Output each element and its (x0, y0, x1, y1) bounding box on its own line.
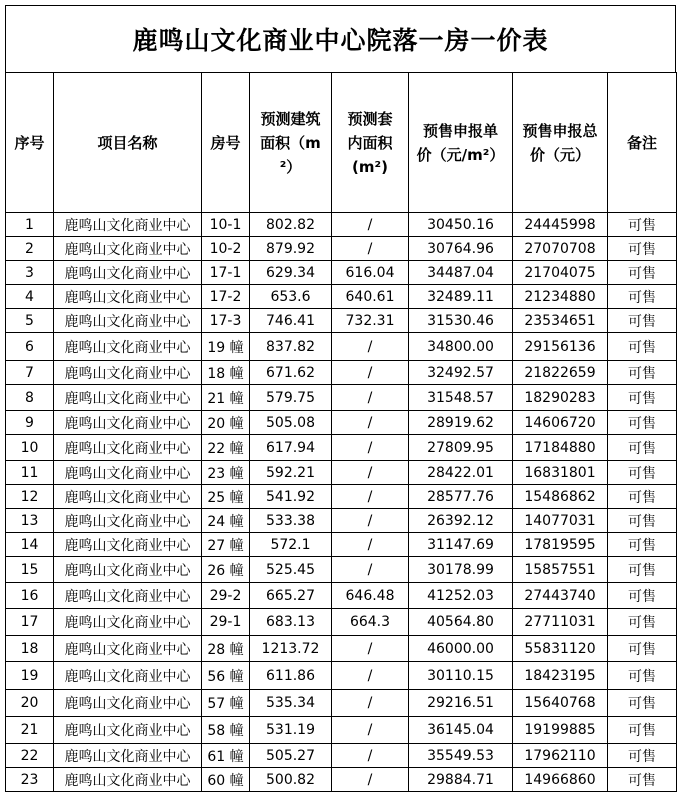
cell-room-number: 17-3 (202, 309, 250, 333)
cell-room-number: 27 幢 (202, 533, 250, 557)
cell-seq: 11 (6, 461, 54, 485)
header-unit-price-line2: 价（元/m²） (416, 145, 505, 164)
cell-note: 可售 (608, 533, 677, 557)
table-row (6, 261, 677, 285)
cell-inner-area: / (332, 662, 409, 690)
cell-total-price: 15857551 (513, 557, 608, 583)
cell-building-area: 837.82 (250, 333, 332, 361)
cell-building-area: 531.19 (250, 717, 332, 744)
cell-inner-area: 646.48 (332, 583, 409, 609)
cell-unit-price: 29884.71 (409, 768, 513, 792)
cell-inner-area: / (332, 509, 409, 533)
cell-total-price: 17962110 (513, 744, 608, 768)
cell-project-name: 鹿鸣山文化商业中心 (54, 485, 202, 509)
cell-inner-area: / (332, 636, 409, 662)
cell-building-area: 617.94 (250, 435, 332, 461)
cell-project-name: 鹿鸣山文化商业中心 (54, 237, 202, 261)
cell-inner-area: / (332, 435, 409, 461)
table-row (6, 237, 677, 261)
table-row (6, 435, 677, 461)
table-row (6, 609, 677, 636)
cell-inner-area: / (332, 361, 409, 385)
table-row (6, 385, 677, 411)
cell-building-area: 746.41 (250, 309, 332, 333)
cell-unit-price: 32489.11 (409, 285, 513, 309)
cell-room-number: 29-1 (202, 609, 250, 636)
table-row (6, 213, 677, 237)
cell-building-area: 533.38 (250, 509, 332, 533)
cell-seq: 1 (6, 213, 54, 237)
cell-unit-price: 31530.46 (409, 309, 513, 333)
table-row (6, 557, 677, 583)
cell-total-price: 24445998 (513, 213, 608, 237)
cell-building-area: 525.45 (250, 557, 332, 583)
cell-inner-area: / (332, 237, 409, 261)
cell-room-number: 10-1 (202, 213, 250, 237)
cell-project-name: 鹿鸣山文化商业中心 (54, 717, 202, 744)
table-row (6, 744, 677, 768)
cell-total-price: 14606720 (513, 411, 608, 435)
cell-total-price: 18423195 (513, 662, 608, 690)
cell-seq: 5 (6, 309, 54, 333)
cell-unit-price: 34487.04 (409, 261, 513, 285)
cell-project-name: 鹿鸣山文化商业中心 (54, 309, 202, 333)
cell-building-area: 579.75 (250, 385, 332, 411)
header-total-price (513, 73, 608, 213)
cell-note: 可售 (608, 557, 677, 583)
cell-unit-price: 31147.69 (409, 533, 513, 557)
header-seq: 序号 (6, 73, 54, 213)
cell-inner-area: / (332, 485, 409, 509)
table-header-row (6, 73, 677, 213)
cell-project-name: 鹿鸣山文化商业中心 (54, 609, 202, 636)
cell-unit-price: 35549.53 (409, 744, 513, 768)
cell-building-area: 541.92 (250, 485, 332, 509)
cell-seq: 10 (6, 435, 54, 461)
cell-unit-price: 30110.15 (409, 662, 513, 690)
cell-seq: 17 (6, 609, 54, 636)
header-unit-price (409, 73, 513, 213)
cell-seq: 15 (6, 557, 54, 583)
cell-project-name: 鹿鸣山文化商业中心 (54, 333, 202, 361)
cell-total-price: 23534651 (513, 309, 608, 333)
cell-note: 可售 (608, 261, 677, 285)
cell-note: 可售 (608, 609, 677, 636)
cell-room-number: 58 幢 (202, 717, 250, 744)
cell-room-number: 22 幢 (202, 435, 250, 461)
cell-room-number: 24 幢 (202, 509, 250, 533)
cell-building-area: 879.92 (250, 237, 332, 261)
cell-project-name: 鹿鸣山文化商业中心 (54, 533, 202, 557)
cell-note: 可售 (608, 285, 677, 309)
cell-seq: 23 (6, 768, 54, 792)
cell-project-name: 鹿鸣山文化商业中心 (54, 768, 202, 792)
cell-project-name: 鹿鸣山文化商业中心 (54, 435, 202, 461)
cell-inner-area: 664.3 (332, 609, 409, 636)
header-inner-area (332, 73, 409, 213)
cell-note: 可售 (608, 461, 677, 485)
header-inner-area-line1: 预测套 (347, 109, 393, 128)
page-title: 鹿鸣山文化商业中心院落一房一价表 (5, 5, 676, 73)
cell-total-price: 27443740 (513, 583, 608, 609)
cell-inner-area: / (332, 411, 409, 435)
cell-unit-price: 30450.16 (409, 213, 513, 237)
cell-project-name: 鹿鸣山文化商业中心 (54, 744, 202, 768)
cell-total-price: 27070708 (513, 237, 608, 261)
cell-total-price: 17184880 (513, 435, 608, 461)
table-row (6, 285, 677, 309)
cell-seq: 8 (6, 385, 54, 411)
cell-room-number: 17-2 (202, 285, 250, 309)
header-building-area-line3: ²） (279, 157, 302, 176)
cell-seq: 16 (6, 583, 54, 609)
table-row (6, 583, 677, 609)
cell-room-number: 61 幢 (202, 744, 250, 768)
cell-building-area: 572.1 (250, 533, 332, 557)
cell-inner-area: / (332, 744, 409, 768)
cell-total-price: 55831120 (513, 636, 608, 662)
cell-inner-area: / (332, 717, 409, 744)
cell-inner-area: / (332, 768, 409, 792)
cell-room-number: 18 幢 (202, 361, 250, 385)
cell-building-area: 653.6 (250, 285, 332, 309)
table-row (6, 662, 677, 690)
cell-unit-price: 32492.57 (409, 361, 513, 385)
cell-note: 可售 (608, 485, 677, 509)
table-row (6, 411, 677, 435)
cell-project-name: 鹿鸣山文化商业中心 (54, 285, 202, 309)
cell-building-area: 505.27 (250, 744, 332, 768)
cell-total-price: 15640768 (513, 690, 608, 717)
cell-building-area: 671.62 (250, 361, 332, 385)
table-row (6, 690, 677, 717)
cell-project-name: 鹿鸣山文化商业中心 (54, 557, 202, 583)
table-row (6, 717, 677, 744)
cell-inner-area: 640.61 (332, 285, 409, 309)
cell-project-name: 鹿鸣山文化商业中心 (54, 636, 202, 662)
header-building-area (250, 73, 332, 213)
table-row (6, 361, 677, 385)
cell-seq: 6 (6, 333, 54, 361)
cell-room-number: 56 幢 (202, 662, 250, 690)
cell-total-price: 18290283 (513, 385, 608, 411)
cell-note: 可售 (608, 662, 677, 690)
table-row (6, 461, 677, 485)
cell-project-name: 鹿鸣山文化商业中心 (54, 583, 202, 609)
cell-unit-price: 30764.96 (409, 237, 513, 261)
cell-total-price: 29156136 (513, 333, 608, 361)
cell-unit-price: 30178.99 (409, 557, 513, 583)
header-room-number: 房号 (202, 73, 250, 213)
cell-note: 可售 (608, 690, 677, 717)
cell-note: 可售 (608, 435, 677, 461)
table-row (6, 485, 677, 509)
cell-project-name: 鹿鸣山文化商业中心 (54, 261, 202, 285)
header-total-price-line2: 价（元） (529, 145, 590, 164)
cell-note: 可售 (608, 744, 677, 768)
cell-inner-area: / (332, 333, 409, 361)
cell-total-price: 14966860 (513, 768, 608, 792)
cell-note: 可售 (608, 309, 677, 333)
cell-note: 可售 (608, 411, 677, 435)
header-note: 备注 (608, 73, 677, 213)
header-unit-price-line1: 预售申报单 (422, 121, 498, 140)
cell-inner-area: / (332, 213, 409, 237)
cell-total-price: 21234880 (513, 285, 608, 309)
cell-unit-price: 28422.01 (409, 461, 513, 485)
cell-total-price: 14077031 (513, 509, 608, 533)
cell-total-price: 17819595 (513, 533, 608, 557)
cell-project-name: 鹿鸣山文化商业中心 (54, 411, 202, 435)
cell-building-area: 683.13 (250, 609, 332, 636)
cell-project-name: 鹿鸣山文化商业中心 (54, 509, 202, 533)
cell-building-area: 500.82 (250, 768, 332, 792)
cell-unit-price: 28577.76 (409, 485, 513, 509)
cell-unit-price: 27809.95 (409, 435, 513, 461)
cell-room-number: 60 幢 (202, 768, 250, 792)
cell-note: 可售 (608, 768, 677, 792)
cell-room-number: 57 幢 (202, 690, 250, 717)
cell-inner-area: / (332, 557, 409, 583)
cell-building-area: 535.34 (250, 690, 332, 717)
cell-building-area: 629.34 (250, 261, 332, 285)
table-row (6, 636, 677, 662)
cell-seq: 18 (6, 636, 54, 662)
price-table (5, 72, 677, 792)
table-body (6, 213, 677, 792)
cell-total-price: 21822659 (513, 361, 608, 385)
cell-unit-price: 40564.80 (409, 609, 513, 636)
table-row (6, 533, 677, 557)
cell-inner-area: / (332, 690, 409, 717)
cell-note: 可售 (608, 361, 677, 385)
cell-unit-price: 46000.00 (409, 636, 513, 662)
cell-building-area: 611.86 (250, 662, 332, 690)
cell-project-name: 鹿鸣山文化商业中心 (54, 213, 202, 237)
cell-unit-price: 26392.12 (409, 509, 513, 533)
table-row (6, 309, 677, 333)
cell-building-area: 802.82 (250, 213, 332, 237)
cell-building-area: 1213.72 (250, 636, 332, 662)
cell-room-number: 26 幢 (202, 557, 250, 583)
cell-room-number: 21 幢 (202, 385, 250, 411)
cell-unit-price: 36145.04 (409, 717, 513, 744)
cell-note: 可售 (608, 509, 677, 533)
table-row (6, 509, 677, 533)
cell-note: 可售 (608, 237, 677, 261)
cell-unit-price: 41252.03 (409, 583, 513, 609)
header-inner-area-line3: (m²) (352, 157, 388, 176)
cell-building-area: 665.27 (250, 583, 332, 609)
cell-seq: 19 (6, 662, 54, 690)
cell-note: 可售 (608, 333, 677, 361)
cell-seq: 21 (6, 717, 54, 744)
cell-building-area: 592.21 (250, 461, 332, 485)
cell-unit-price: 31548.57 (409, 385, 513, 411)
cell-seq: 7 (6, 361, 54, 385)
cell-seq: 20 (6, 690, 54, 717)
cell-total-price: 21704075 (513, 261, 608, 285)
cell-seq: 14 (6, 533, 54, 557)
table-row (6, 333, 677, 361)
cell-note: 可售 (608, 636, 677, 662)
cell-project-name: 鹿鸣山文化商业中心 (54, 385, 202, 411)
cell-unit-price: 34800.00 (409, 333, 513, 361)
header-project-name: 项目名称 (54, 73, 202, 213)
cell-room-number: 19 幢 (202, 333, 250, 361)
cell-note: 可售 (608, 583, 677, 609)
cell-inner-area: 616.04 (332, 261, 409, 285)
cell-total-price: 16831801 (513, 461, 608, 485)
cell-room-number: 20 幢 (202, 411, 250, 435)
header-building-area-line1: 预测建筑 (260, 109, 321, 128)
cell-seq: 13 (6, 509, 54, 533)
cell-seq: 3 (6, 261, 54, 285)
cell-project-name: 鹿鸣山文化商业中心 (54, 361, 202, 385)
cell-inner-area: / (332, 461, 409, 485)
cell-project-name: 鹿鸣山文化商业中心 (54, 662, 202, 690)
cell-project-name: 鹿鸣山文化商业中心 (54, 461, 202, 485)
cell-note: 可售 (608, 385, 677, 411)
header-building-area-line2: 面积（m (260, 133, 321, 152)
cell-inner-area: 732.31 (332, 309, 409, 333)
cell-total-price: 15486862 (513, 485, 608, 509)
cell-project-name: 鹿鸣山文化商业中心 (54, 690, 202, 717)
cell-building-area: 505.08 (250, 411, 332, 435)
cell-total-price: 19199885 (513, 717, 608, 744)
cell-inner-area: / (332, 385, 409, 411)
cell-seq: 12 (6, 485, 54, 509)
cell-room-number: 25 幢 (202, 485, 250, 509)
cell-total-price: 27711031 (513, 609, 608, 636)
cell-inner-area: / (332, 533, 409, 557)
cell-seq: 9 (6, 411, 54, 435)
cell-room-number: 10-2 (202, 237, 250, 261)
header-total-price-line1: 预售申报总 (522, 121, 598, 140)
cell-note: 可售 (608, 213, 677, 237)
cell-seq: 4 (6, 285, 54, 309)
cell-note: 可售 (608, 717, 677, 744)
header-inner-area-line2: 内面积 (347, 133, 393, 152)
cell-room-number: 28 幢 (202, 636, 250, 662)
cell-room-number: 17-1 (202, 261, 250, 285)
cell-unit-price: 28919.62 (409, 411, 513, 435)
cell-room-number: 29-2 (202, 583, 250, 609)
table-row (6, 768, 677, 792)
cell-room-number: 23 幢 (202, 461, 250, 485)
cell-unit-price: 29216.51 (409, 690, 513, 717)
cell-seq: 2 (6, 237, 54, 261)
cell-seq: 22 (6, 744, 54, 768)
